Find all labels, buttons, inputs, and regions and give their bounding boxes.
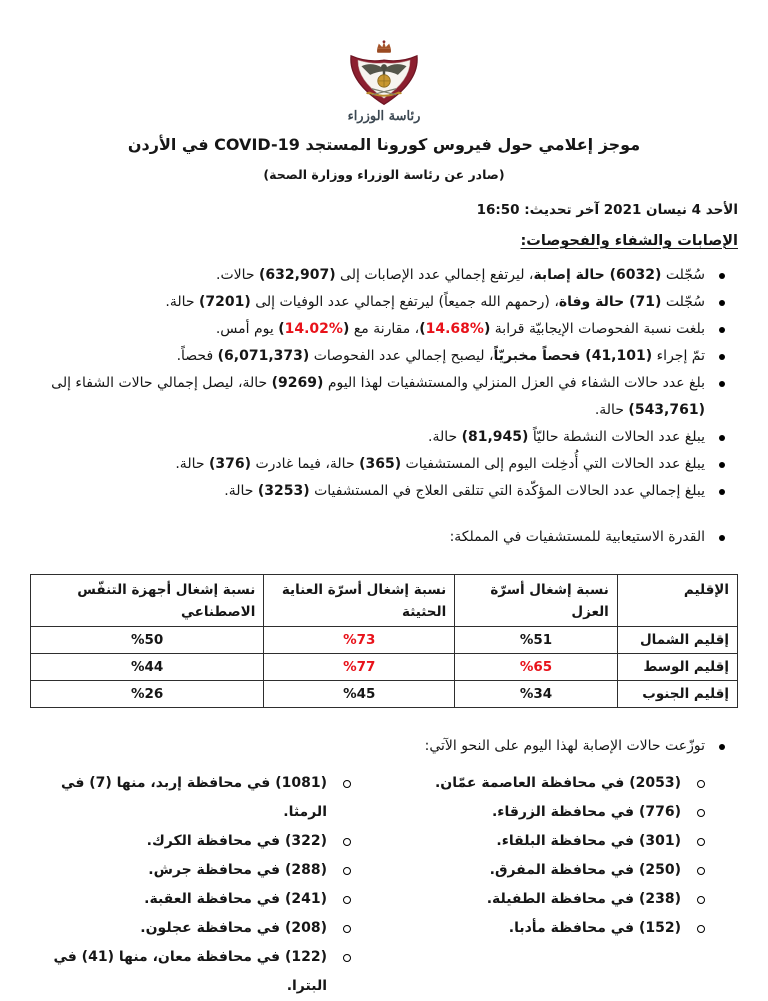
governorate-list-right [384,769,738,943]
page-subtitle: (صادر عن رئاسة الوزراء ووزارة الصحة) [263,167,505,182]
body-text: يبلغ إجمالي عدد الحالات المؤكّدة التي تتلقى العلاج في المستشفيات [309,483,705,499]
body-text: تمّ إجراء [652,348,705,364]
bullet-item [30,478,738,505]
hospital-capacity-table [30,574,738,708]
body-text: حالة. [175,456,209,472]
body-text: يبلغ عدد الحالات النشطة حاليّاً [528,429,705,445]
stat-value: ) [278,321,285,337]
stat-value: (41,101) فحصاً مخبريّاً [493,348,653,364]
table-header-cell: الإقليم [617,575,737,627]
bullet-item [30,524,738,551]
distribution-column-left [30,769,384,1001]
stat-value: (3253) [257,483,310,499]
governorate-item: (208) في محافظة عجلون. [30,914,384,943]
governorate-item: (2053) في محافظة العاصمة عمّان. [384,769,738,798]
body-text: ، ليرتفع إجمالي عدد الإصابات إلى [335,267,534,283]
bullet-item [30,424,738,451]
body-text: حالات. [216,267,260,283]
table-row [31,627,738,654]
highlighted-value: %14.02 [284,321,343,337]
body-text: ، (رحمهم الله جميعاً) ليرتفع إجمالي عدد الوفيات إلى [250,294,559,310]
percentage-cell: %65 [455,654,618,681]
table-header-cell: نسبة إشغال أجهزة التنفّس الاصطناعي [31,575,264,627]
table-header-cell: نسبة إشغال أسرّة العزل [455,575,618,627]
body-text: ، مقارنة مع [349,321,420,337]
bullet-item [30,289,738,316]
stat-value: (6032) حالة إصابة [533,267,662,283]
highlighted-value: %14.68 [425,321,484,337]
governorate-item: (241) في محافظة العقبة. [30,885,384,914]
stat-value: ( [342,321,350,337]
governorate-item: (776) في محافظة الزرقاء. [384,798,738,827]
stat-value: (376) [208,456,251,472]
bullet-item [30,370,738,424]
region-cell: إقليم الوسط [617,654,737,681]
body-text: يبلغ عدد الحالات التي أُدخِلت اليوم إلى المستشفيات [401,456,705,472]
stat-value: ) [419,321,426,337]
body-text: بلغ عدد حالات الشفاء في العزل المنزلي والمستشفيات لهذا اليوم [323,375,705,391]
bullet-item [30,262,738,289]
body-text: حالة، فيما غادرت [251,456,360,472]
body-text: سُجّلت [661,267,705,283]
percentage-cell: %50 [31,627,264,654]
section-header-cases: الإصابات والشفاء والفحوصات: [520,233,738,249]
date-line: الأحد 4 نيسان 2021 آخر تحديث: 16:50 [476,202,738,218]
governorate-item: (250) في محافظة المفرق. [384,856,738,885]
region-cell: إقليم الشمال [617,627,737,654]
governorate-item: (238) في محافظة الطفيلة. [384,885,738,914]
body-text: حالة، ليصل إجمالي حالات الشفاء إلى [51,375,272,391]
body-text: حالة. [224,483,258,499]
percentage-cell: %34 [455,681,618,708]
logo-caption: رئاسة الوزراء [347,109,421,124]
body-text: بلغت نسبة الفحوصات الإيجابيّة قرابة [490,321,705,337]
stat-value: (6,071,373) [217,348,310,364]
stat-value: (9269) [271,375,324,391]
bullet-item [30,451,738,478]
table-header-cell: نسبة إشغال أسرّة العناية الحثيثة [264,575,455,627]
governorate-item: (322) في محافظة الكرك. [30,827,384,856]
stat-value: ( [483,321,491,337]
region-cell: إقليم الجنوب [617,681,737,708]
governorate-item: (122) في محافظة معان، منها (41) في البترا. [30,943,384,1001]
percentage-cell: %44 [31,654,264,681]
stat-value: (81,945) [461,429,529,445]
bullet-item [30,316,738,343]
header-logo-block [30,40,738,124]
body-text: ، ليصبح إجمالي عدد الفحوصات [309,348,494,364]
percentage-cell: %26 [31,681,264,708]
body-text: يوم أمس. [215,321,279,337]
percentage-cell: %77 [264,654,455,681]
governorate-item: (301) في محافظة البلقاء. [384,827,738,856]
governorate-list-left [30,769,384,1001]
bullet-item [30,343,738,370]
percentage-cell: %51 [455,627,618,654]
body-text: حالة. [428,429,462,445]
stat-value: (632,907) [259,267,336,283]
distribution-column-right [384,769,738,1001]
distribution-intro-bullet: توزّعت حالات الإصابة لهذا اليوم على النحو الآتي: [30,733,738,760]
percentage-cell: %73 [264,627,455,654]
governorate-item: (152) في محافظة مأدبا. [384,914,738,943]
stat-value: (7201) [199,294,251,310]
body-text: سُجّلت [661,294,705,310]
table-row [31,681,738,708]
statistics-bullet-list [30,262,738,551]
body-text: القدرة الاستيعابية للمستشفيات في المملكة: [449,529,705,545]
distribution-intro-list [30,733,738,760]
stat-value: (365) [359,456,402,472]
stat-value: (543,761) [628,402,705,418]
percentage-cell: %45 [264,681,455,708]
body-text: فحصاً. [176,348,218,364]
governorate-item: (1081) في محافظة إربد، منها (7) في الرمثا. [30,769,384,827]
body-text: حالة. [594,402,629,418]
governorate-item: (288) في محافظة جرش. [30,856,384,885]
page-title: موجز إعلامي حول فيروس كورونا المستجد COVID-19 في الأردن [127,135,641,154]
jordan-coat-of-arms-icon [332,40,436,108]
governorate-distribution [30,769,738,1001]
table-header-row [31,575,738,627]
body-text: حالة. [165,294,200,310]
table-row [31,654,738,681]
stat-value: (71) حالة وفاة [558,294,662,310]
